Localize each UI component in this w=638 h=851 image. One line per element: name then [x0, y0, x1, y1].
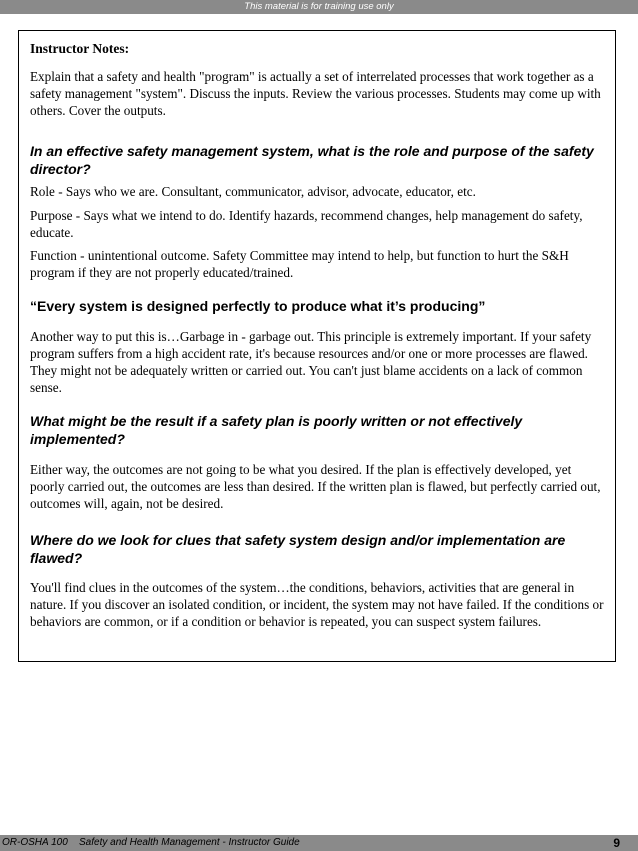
training-use-banner: This material is for training use only — [0, 0, 638, 14]
question-safety-director: In an effective safety management system, what is the role and purpose of the safety director? — [30, 143, 594, 177]
footer-course-code: OR-OSHA 100 — [2, 837, 68, 848]
intro-paragraph: Explain that a safety and health "program" is actually a set of interrelated processes that work together as a safety management "system". Discuss the inputs. Review the various processes. Students may come up with others. Cover the outputs. — [30, 69, 601, 118]
page-footer — [0, 835, 638, 851]
garbage-in-paragraph: Another way to put this is…Garbage in - garbage out. This principle is extremely important. If your safety program suffers from a high accident rate, it's because resources and/or one or more processes are flawed. They might not be adequately written or carried out. You can't just blame accidents on a lack of common sense. — [30, 329, 592, 395]
question-clues-flawed-design: Where do we look for clues that safety system design and/or implementation are flawed? — [30, 532, 566, 566]
footer-guide-title: Safety and Health Management - Instructor Guide — [79, 837, 300, 848]
role-paragraph: Role - Says who we are. Consultant, communicator, advisor, advocate, educator, etc. — [30, 184, 476, 199]
instructor-notes-box — [18, 30, 616, 662]
poor-plan-answer: Either way, the outcomes are not going to be what you desired. If the plan is effectively developed, yet poorly carried out, the outcomes are less than desired. If the written plan is flawed, but perfectly carried out, outcomes will, again, not be desired. — [30, 462, 601, 511]
function-paragraph: Function - unintentional outcome. Safety Committee may intend to help, but function to hurt the S&H program if they are not properly educated/trained. — [30, 248, 569, 280]
purpose-paragraph: Purpose - Says what we intend to do. Identify hazards, recommend changes, help management do safety, educate. — [30, 208, 583, 240]
page-number: 9 — [613, 836, 620, 850]
question-poor-safety-plan: What might be the result if a safety plan is poorly written or not effectively implemented? — [30, 413, 523, 447]
system-design-quote: “Every system is designed perfectly to produce what it’s producing” — [30, 298, 486, 314]
notes-title: Instructor Notes: — [30, 41, 130, 56]
clues-answer: You'll find clues in the outcomes of the system…the conditions, behaviors, activities that are general in nature. If you discover an isolated condition, or incident, the system may not have failed. If the conditions or behaviors are common, or if a condition or behavior is repeated, you can suspect system failures. — [30, 580, 604, 629]
